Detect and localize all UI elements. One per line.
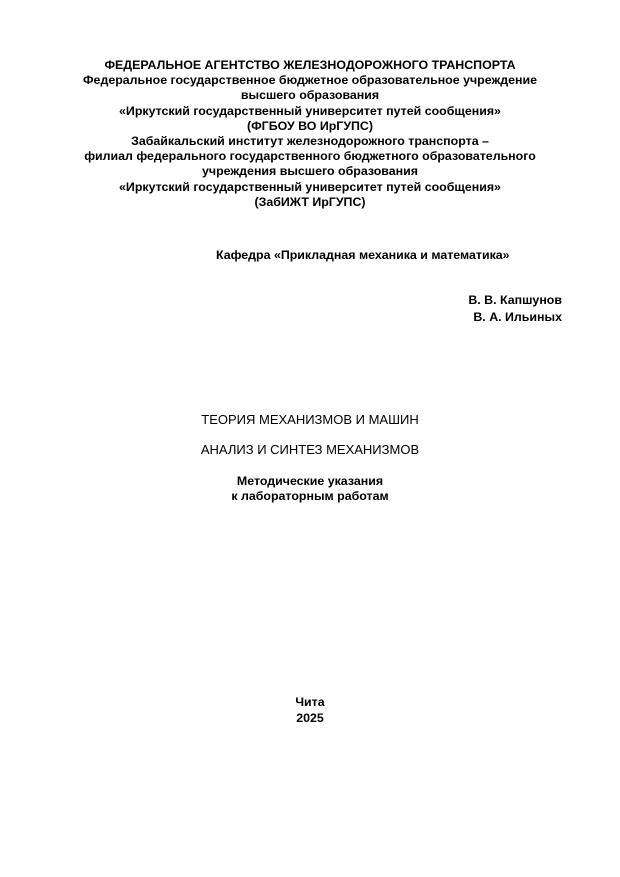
header-line-agency: ФЕДЕРАЛЬНОЕ АГЕНТСТВО ЖЕЛЕЗНОДОРОЖНОГО ТРАНСПОРТА	[104, 58, 516, 72]
document-subtitle: АНАЛИЗ И СИНТЕЗ МЕХАНИЗМОВ	[200, 442, 420, 457]
author-name: В. В. Капшунов	[468, 293, 562, 307]
header-line-university-name: «Иркутский государственный университет путей сообщения»	[119, 103, 501, 118]
authors-block	[468, 292, 562, 326]
header-line-institution-type: Федеральное государственное бюджетное образовательное учреждение	[82, 73, 538, 88]
header-line-branch: филиал федерального государственного бюджетного образовательного	[84, 149, 536, 164]
department-name: Кафедра «Прикладная механика и математика»	[216, 248, 510, 262]
description-line: Методические указания	[236, 474, 384, 488]
header-line-branch-university: «Иркутский государственный университет путей сообщения»	[119, 179, 501, 194]
header-line-branch-education: учреждения высшего образования	[202, 164, 418, 179]
publication-city: Чита	[295, 695, 325, 709]
header-line-university-abbr: (ФГБОУ ВО ИрГУПС)	[246, 118, 374, 133]
author-name: В. А. Ильиных	[473, 310, 562, 324]
publication-year: 2025	[296, 711, 324, 725]
header-line-education-level: высшего образования	[240, 88, 380, 103]
document-title: ТЕОРИЯ МЕХАНИЗМОВ И МАШИН	[201, 412, 419, 427]
document-description	[0, 474, 620, 504]
header-line-institute: Забайкальский институт железнодорожного транспорта –	[131, 134, 489, 149]
description-line: к лабораторным работам	[231, 489, 389, 503]
header-line-branch-abbr: (ЗабИЖТ ИрГУПС)	[254, 194, 366, 209]
publication-footer	[0, 694, 620, 726]
institution-header	[40, 58, 580, 210]
